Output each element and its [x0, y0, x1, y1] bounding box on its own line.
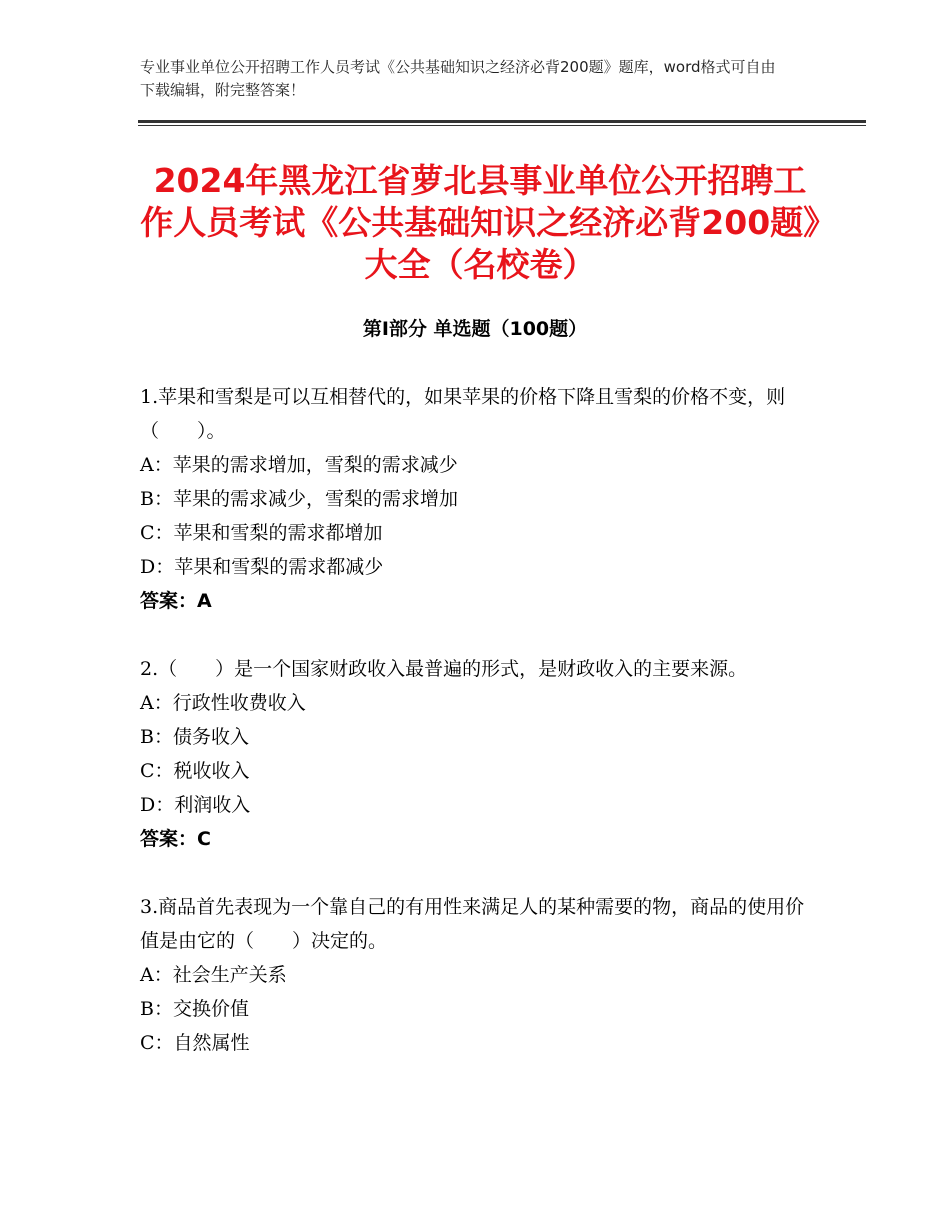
question-stem: 1.苹果和雪梨是可以互相替代的，如果苹果的价格下降且雪梨的价格不变，则（ ）。 — [140, 386, 786, 442]
question-option-d: D：利润收入 — [140, 794, 251, 816]
document-title: 2024年黑龙江省萝北县事业单位公开招聘工作人员考试《公共基础知识之经济必背200题》大全（名校卷） — [140, 161, 820, 284]
question-option-b: B：苹果的需求减少，雪梨的需求增加 — [140, 488, 458, 510]
question-option-b: B：交换价值 — [140, 998, 249, 1020]
header-note: 专业事业单位公开招聘工作人员考试《公共基础知识之经济必背200题》题库，word格式可自由下载编辑，附完整答案！ — [140, 58, 776, 99]
question-option-d: D：苹果和雪梨的需求都减少 — [140, 556, 384, 578]
question-option-a: A：社会生产关系 — [140, 964, 287, 986]
question-answer: 答案：A — [140, 590, 212, 612]
question-option-c: C：苹果和雪梨的需求都增加 — [140, 522, 383, 544]
question-answer: 答案：C — [140, 828, 211, 850]
question-item — [140, 890, 810, 1060]
question-item — [140, 380, 810, 618]
header-rule — [138, 120, 866, 123]
question-item — [140, 652, 810, 856]
question-list — [140, 380, 810, 1094]
question-option-a: A：行政性收费收入 — [140, 692, 306, 714]
question-option-c: C：税收收入 — [140, 760, 250, 782]
section-title: 第Ⅰ部分 单选题（100题） — [362, 318, 588, 340]
question-option-c: C：自然属性 — [140, 1032, 250, 1054]
question-stem: 3.商品首先表现为一个靠自己的有用性来满足人的某种需要的物，商品的使用价值是由它的（ ）决定的。 — [140, 896, 805, 952]
question-option-b: B：债务收入 — [140, 726, 249, 748]
question-stem: 2.（ ）是一个国家财政收入最普遍的形式，是财政收入的主要来源。 — [140, 658, 748, 680]
question-option-a: A：苹果的需求增加，雪梨的需求减少 — [140, 454, 458, 476]
header-rule-thin — [138, 125, 866, 126]
